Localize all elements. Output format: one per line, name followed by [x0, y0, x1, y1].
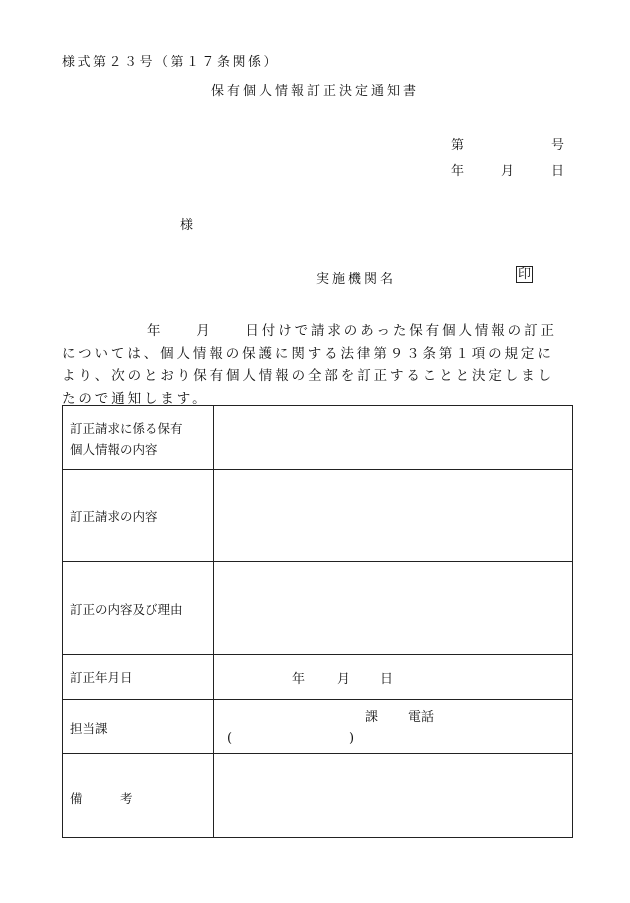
row-label-correction-reason: 訂正の内容及び理由	[70, 602, 183, 617]
row-label-department: 担当課	[70, 721, 108, 736]
phone-paren-close: )	[349, 731, 355, 746]
row-divider	[63, 753, 572, 754]
body-line-4: たので通知します。	[62, 390, 209, 407]
body-line-3: より、次のとおり保有個人情報の全部を訂正することと決定しまし	[62, 368, 554, 384]
correction-date-day: 日	[380, 672, 394, 687]
table-column-divider	[213, 406, 214, 837]
number-prefix: 第	[451, 138, 465, 153]
seal-mark: 印	[518, 267, 532, 282]
row-label-info-content: 訂正請求に係る保有 個人情報の内容	[70, 421, 183, 457]
row-label-remarks: 備 考	[70, 791, 133, 806]
body-line-1: 年 月 日付けで請求のあった保有個人情報の訂正	[147, 323, 557, 339]
number-suffix: 号	[551, 138, 565, 153]
correction-date-month: 月	[337, 672, 351, 687]
document-title: 保有個人情報訂正決定通知書	[210, 84, 419, 99]
date-month: 月	[501, 164, 515, 179]
date-year: 年	[451, 164, 465, 179]
correction-date-year: 年	[292, 672, 306, 687]
department-phone: 電話	[408, 710, 435, 725]
agency-name-label: 実施機関名	[316, 272, 397, 287]
row-label-correction-date: 訂正年月日	[70, 670, 133, 685]
notice-body	[62, 320, 568, 410]
form-number: 様式第２３号（第１７条関係）	[62, 55, 280, 70]
row-divider	[63, 699, 572, 700]
row-divider	[63, 561, 572, 562]
department-section: 課	[365, 710, 379, 725]
body-line-2: については、個人情報の保護に関する法律第９３条第１項の規定に	[62, 345, 554, 362]
phone-paren-open: (	[227, 731, 233, 746]
addressee-suffix: 様	[180, 218, 194, 233]
row-divider	[63, 654, 572, 655]
row-label-request-content: 訂正請求の内容	[70, 509, 158, 524]
row-divider	[63, 469, 572, 470]
date-day: 日	[551, 164, 565, 179]
decision-table	[62, 405, 573, 838]
